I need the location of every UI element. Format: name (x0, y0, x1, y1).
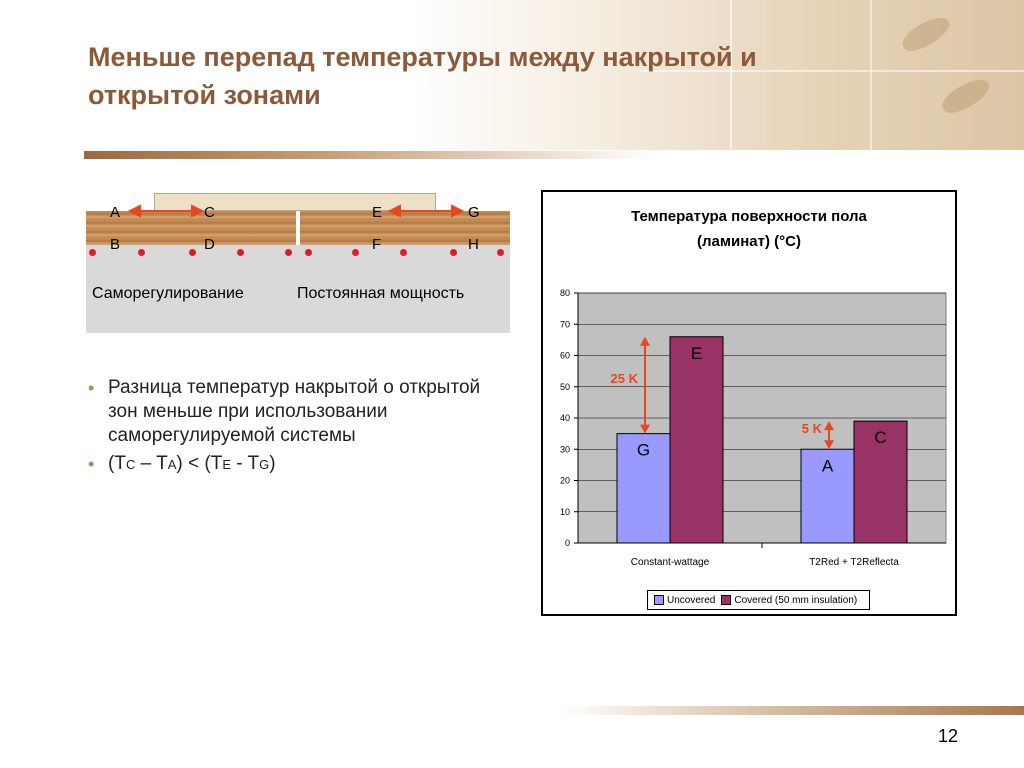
heating-cable-dot (189, 249, 196, 256)
legend-item-covered (721, 595, 857, 606)
y-tick-label: 10 (559, 506, 570, 517)
point-b: B (110, 236, 121, 253)
heating-cable-dot (89, 249, 96, 256)
footer-divider (560, 706, 1024, 715)
bar-label: G (636, 440, 651, 460)
slide-title: Меньше перепад температуры между накрытой и открытой зонами (88, 42, 757, 110)
heating-cable-dot (450, 249, 457, 256)
point-e: E (372, 204, 383, 221)
arrow-head (130, 206, 140, 216)
title-divider (84, 151, 654, 159)
y-tick-label: 70 (559, 319, 570, 330)
point-f: F (372, 236, 382, 253)
y-tick-label: 20 (559, 475, 570, 486)
legend-item-uncovered (654, 595, 715, 606)
formula-text: - T (230, 453, 260, 474)
bar-label: E (690, 343, 703, 363)
y-tick-label: 60 (559, 350, 570, 361)
y-tick-label: 50 (559, 381, 570, 392)
formula-text: ) (269, 453, 276, 474)
formula-sub: C (125, 457, 136, 472)
bullet-item: • Разница температур накрытой о открытой зон меньше при использовании саморегулируемой системы (88, 376, 498, 448)
legend-label: Covered (50 mm insulation) (734, 594, 858, 606)
point-a: A (110, 204, 121, 221)
bullet-item-formula (88, 452, 498, 477)
bar-label: C (874, 428, 887, 448)
label-self-regulating: Саморегулирование (92, 285, 244, 302)
bar-covered (670, 337, 723, 543)
legend-swatch (654, 595, 664, 605)
arrow-head (452, 206, 462, 216)
x-tick-label: T2Red + T2Reflecta (809, 557, 899, 568)
y-tick-label: 30 (559, 444, 570, 455)
y-tick-label: 40 (559, 413, 570, 423)
heating-cable-dot (138, 249, 145, 256)
heating-cable-dot (237, 249, 244, 256)
heating-cable-dot (285, 249, 292, 256)
chart-title-line1: Температура поверхности пола (631, 208, 867, 225)
y-tick-label: 80 (559, 288, 570, 298)
formula-text: (T (108, 453, 126, 474)
label-constant-wattage: Постоянная мощность (297, 285, 465, 302)
bullet-list (88, 376, 498, 481)
page-number: 12 (938, 726, 959, 746)
point-d: D (204, 236, 215, 253)
formula-text: – T (135, 453, 168, 474)
chart-container (541, 190, 957, 616)
point-h: H (468, 236, 479, 253)
floor-diagram (86, 193, 510, 333)
heating-cable-dot (352, 249, 359, 256)
chart-legend (647, 590, 870, 610)
legend-swatch (721, 595, 731, 605)
point-g: G (468, 204, 480, 221)
arrows (86, 193, 510, 253)
x-tick-label: Constant-wattage (630, 557, 710, 568)
heating-cable-dot (497, 249, 504, 256)
formula-text: ) < (T (176, 453, 223, 474)
arrow-head (390, 206, 400, 216)
heating-cable-dot (305, 249, 312, 256)
heating-cable-dot (400, 249, 407, 256)
bar-chart (543, 192, 955, 614)
formula-sub: G (259, 457, 270, 472)
arrow-head (192, 206, 202, 216)
legend-label: Uncovered (667, 594, 716, 606)
formula-sub: E (222, 457, 231, 472)
y-tick-label: 0 (564, 538, 570, 548)
bar-label: A (821, 456, 834, 476)
difference-label: 25 K (610, 371, 638, 387)
point-c: C (204, 204, 215, 221)
formula-sub: A (167, 457, 177, 472)
tile-line (870, 0, 872, 150)
difference-label: 5 K (801, 421, 822, 437)
chart-title-line2: (ламинат) (°C) (697, 233, 801, 250)
